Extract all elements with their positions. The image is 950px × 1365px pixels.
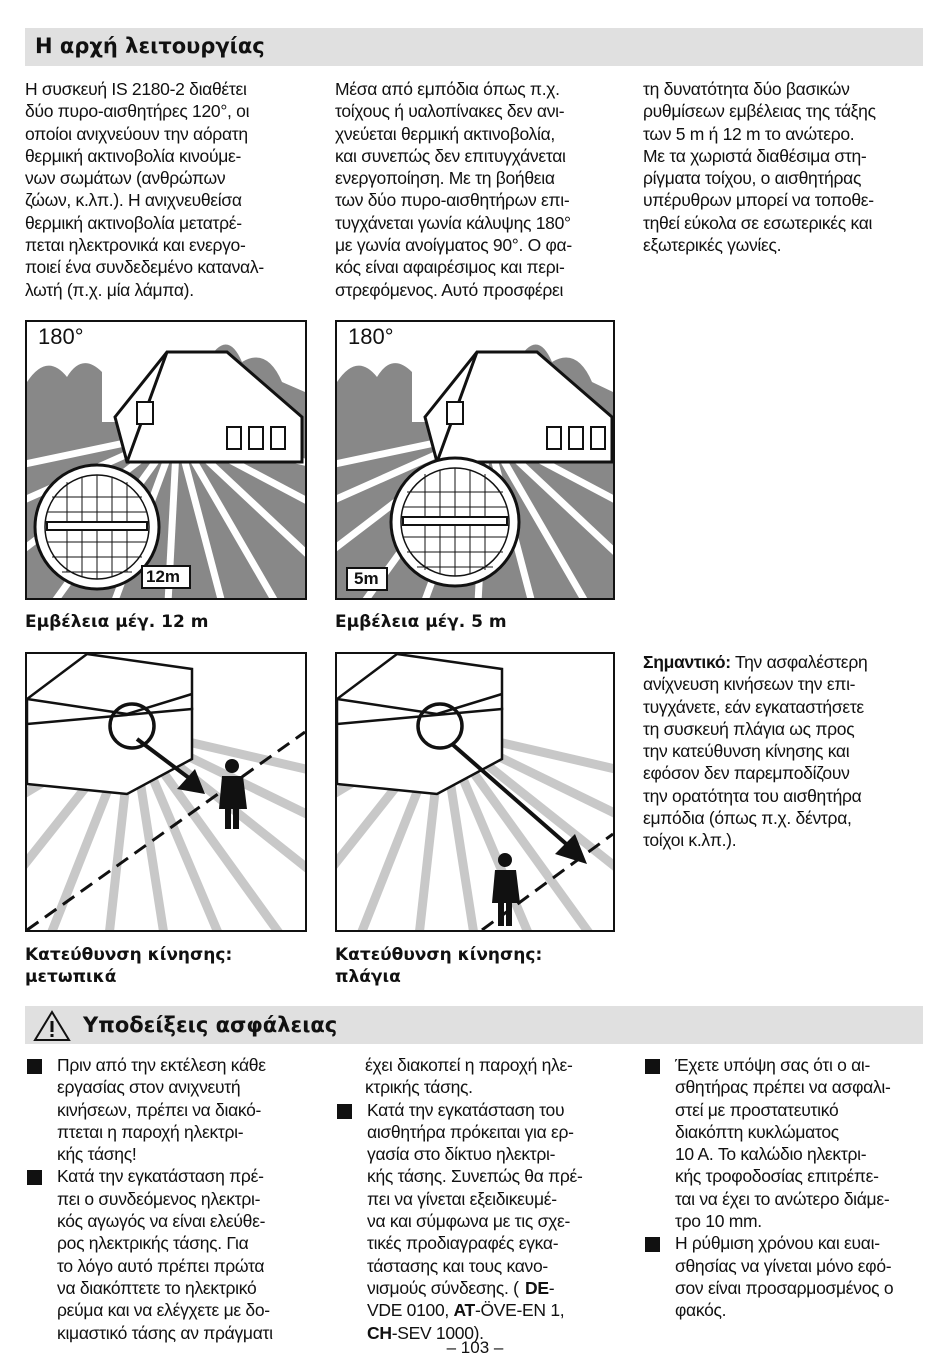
caption-range-12m: Εμβέλεια μέγ. 12 m [25,612,209,632]
text-line: νων σωμάτων (ανθρώπων [25,168,226,189]
important-line: την ορατότητα του αισθητήρα [643,785,862,806]
text-line: σον είναι προσαρμοσμένος ο [675,1277,894,1298]
text-line: θερμική ακτινοβολία μετατρέ- [25,212,242,233]
bullet-square-icon [337,1104,352,1119]
text-line: στρεφόμενος. Αυτό προσφέρει [335,279,564,300]
text-line: Η ρύθμιση χρόνου και ευαι- [675,1233,880,1254]
norm-de-dash: - [548,1277,555,1298]
norms-line-2 [367,1299,635,1321]
important-line: εφόσον δεν παρεμποδίζουν [643,763,850,784]
text-line: θερμική ακτινοβολία κινούμε- [25,145,242,166]
distance-label: 5m [354,569,379,588]
text-line: με γωνία ανοίγματος 90°. Ο φα- [335,235,572,256]
text-line: νισμούς σύνδεσης. ( [367,1277,519,1298]
text-line: έχει διακοπεί η παροχή ηλε- [365,1055,573,1075]
text-line: Κατά την εγκατάσταση πρέ- [57,1166,264,1187]
distance-label: 12m [146,567,181,586]
caption-lateral-line2: πλάγια [335,967,401,987]
house-range-illustration [27,322,305,598]
text-line: ρυθμίσεων εμβέλειας της τάξης [643,101,876,122]
text-line: πει ο συνδεόμενος ηλεκτρι- [57,1188,261,1209]
figure-direction-lateral [335,652,615,932]
text-line: να και σύμφωνα με τις σχε- [367,1211,570,1232]
house-range-illustration [337,322,613,598]
norm-at: AT [453,1300,475,1321]
text-line: τυγχάνεται γωνία κάλυψης 180° [335,212,571,233]
text-line: Κατά την εγκατάσταση του [367,1099,565,1120]
text-line: τάστασης και τους κανο- [367,1255,548,1276]
text-line: χνεύεται θερμική ακτινοβολία, [335,123,555,144]
bullet-square-icon [27,1170,42,1185]
motion-lateral-illustration [337,654,613,930]
safety-title: Υποδείξεις ασφάλειας [83,1013,338,1037]
principle-text-col2 [335,78,620,301]
important-label: Σημαντικό: [643,652,731,672]
norm-at-std: -ÖVE-EN 1, [474,1300,565,1321]
text-line: κτρικής τάσης. [365,1077,473,1098]
text-line: κιμαστικό τάσης αν πράγματι [57,1322,273,1343]
safety-bullet-5 [643,1232,943,1321]
caption-frontal [25,944,232,988]
caption-range-5m: Εμβέλεια μέγ. 5 m [335,612,507,632]
warning-icon [33,1010,71,1042]
text-line: Με τα χωριστά διαθέσιμα στη- [643,145,867,166]
text-line: αισθητήρα πρόκειται για ερ- [367,1121,574,1142]
text-line: να διακόπτετε το ηλεκτρικό [57,1277,257,1298]
text-line: κός αγωγός να είναι ελεύθε- [57,1211,266,1232]
important-line: εμπόδια (όπως π.χ. δέντρα, [643,808,852,829]
text-line: 10 A. Το καλώδιο ηλεκτρι- [675,1144,867,1165]
important-line: τη συσκευή πλάγια ως προς [643,718,855,739]
text-line: τοίχους ή υαλοπίνακες δεν ανι- [335,101,565,122]
norm-de: DE [525,1277,549,1298]
important-line: ανίχνευση κινήσεων την επι- [643,674,856,695]
safety-bullet-1 [25,1054,325,1165]
text-line: πεται ηλεκτρονικά και ενεργο- [25,235,246,256]
text-line: ται να έχει το ανώτερο διάμε- [675,1188,890,1209]
text-line: κινήσεων, πρέπει να διακό- [57,1099,262,1120]
text-line: Πριν από την εκτέλεση κάθε [57,1055,266,1075]
bullet-text [367,1099,635,1300]
text-line: των δύο πυρο-αισθητήρων επι- [335,190,570,211]
text-line: δύο πυρο-αισθητήρες 120°, οι [25,101,250,122]
text-line: κής τάσης! [57,1144,137,1165]
safety-col3 [643,1054,943,1322]
text-line: τη δυνατότητα δύο βασικών [643,79,850,99]
caption-frontal-line2: μετωπικά [25,967,117,987]
section-title: Η αρχή λειτουργίας [35,34,265,58]
text-line: κής τροφοδοσίας επιτρέπε- [675,1166,879,1187]
figure-range-5m [335,320,615,600]
angle-label: 180° [345,324,397,350]
text-line: σθητήρας πρέπει να ασφαλι- [675,1077,891,1098]
bullet-continuation [335,1054,635,1099]
text-line: κής τάσης. Συνεπώς θα πρέ- [367,1166,583,1187]
text-line: ποιεί ένα συνδεδεμένο καταναλ- [25,257,264,278]
figure-range-12m [25,320,307,600]
text-line: σθησίας να γίνεται μόνο εφό- [675,1255,892,1276]
important-line: την κατεύθυνση κίνησης και [643,741,850,762]
important-line: τοίχοι κ.λπ.). [643,830,737,851]
safety-col1 [25,1054,325,1344]
motion-frontal-illustration [27,654,305,930]
text-line: κός είναι αφαιρέσιμος και περι- [335,257,565,278]
figure-direction-frontal [25,652,307,932]
text-line: φακός. [675,1300,727,1321]
angle-label: 180° [35,324,87,350]
bullet-text [675,1232,943,1321]
bullet-text [675,1054,943,1232]
text-line: γασία στο δίκτυο ηλεκτρι- [367,1144,556,1165]
text-line: το λόγο αυτό πρέπει πρώτα [57,1255,265,1276]
section-header-safety [25,1006,923,1044]
text-line: τρο 10 mm. [675,1211,762,1232]
text-line: πτεται η παροχή ηλεκτρι- [57,1121,244,1142]
safety-bullet-4 [643,1054,943,1232]
important-line-0: Την ασφαλέστερη [730,652,868,672]
bullet-text [57,1165,325,1343]
safety-col2 [335,1054,635,1344]
text-line: λωτή (π.χ. μία λάμπα). [25,279,194,300]
norm-ch-std: -SEV 1000). [391,1322,484,1343]
bullet-square-icon [645,1237,660,1252]
important-line: τυγχάνετε, εάν εγκαταστήσετε [643,696,864,717]
safety-bullet-3 [335,1099,635,1344]
text-line: Έχετε υπόψη σας ότι ο αι- [675,1055,871,1075]
text-line: τηθεί εύκολα σε εσωτερικές και [643,212,873,233]
text-line: ενεργοποίηση. Με τη βοήθεια [335,168,555,189]
text-line: των 5 m ή 12 m το ανώτερο. [643,123,855,144]
principle-text-col1 [25,78,310,301]
section-header-principle [25,28,923,66]
text-line: υπέρυθρων μπορεί να τοποθε- [643,190,874,211]
caption-lateral [335,944,542,988]
norm-de-std: VDE 0100, [367,1300,454,1321]
text-line: ρίγματα τοίχου, ο αισθητήρας [643,168,862,189]
text-line: ρεύμα και να ελέγχετε με δο- [57,1300,270,1321]
text-line: εργασίας στον ανιχνευτή [57,1077,241,1098]
important-note [643,651,928,852]
principle-text-col3 [643,78,928,256]
text-line: Μέσα από εμπόδια όπως π.χ. [335,79,560,99]
text-line: στεί με προστατευτικό [675,1099,839,1120]
bullet-square-icon [645,1059,660,1074]
text-line: οποίοι ανιχνεύουν την αόρατη [25,123,248,144]
text-line: ρος ηλεκτρικής τάσης. Για [57,1233,249,1254]
norm-ch: CH [367,1322,392,1343]
text-line: και συνεπώς δεν επιτυγχάνεται [335,145,566,166]
bullet-square-icon [27,1059,42,1074]
page-number: – 103 – [446,1338,504,1357]
text-line: Η συσκευή IS 2180-2 διαθέτει [25,79,247,99]
text-line: τικές προδιαγραφές εγκα- [367,1233,559,1254]
text-line: διακόπτη κυκλώματος [675,1121,839,1142]
caption-frontal-line1: Κατεύθυνση κίνησης: [25,945,233,965]
bullet-text [57,1054,325,1165]
caption-lateral-line1: Κατεύθυνση κίνησης: [335,945,543,965]
safety-bullet-2 [25,1165,325,1343]
text-line: εξωτερικές γωνίες. [643,235,782,256]
text-line: πει να γίνεται εξειδικευμέ- [367,1188,557,1209]
text-line: ζώων, κ.λπ.). Η ανιχνευθείσα [25,190,242,211]
